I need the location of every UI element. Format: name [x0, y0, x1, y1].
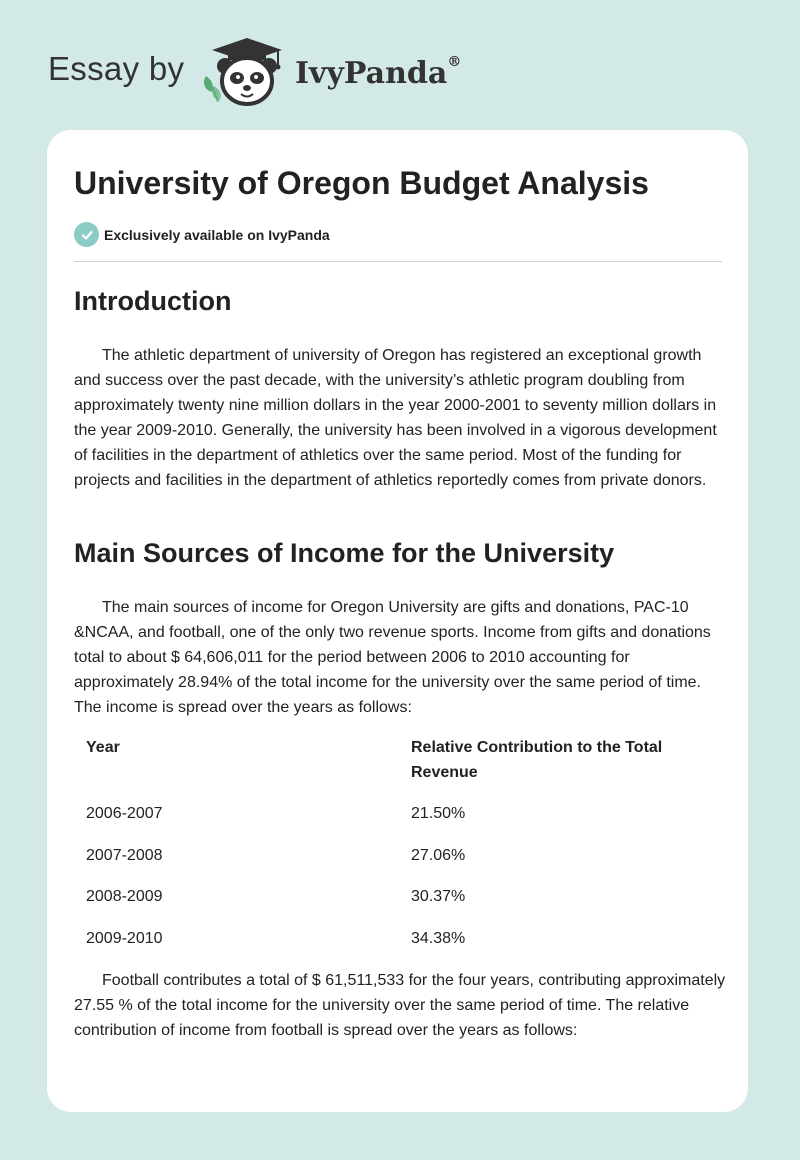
table-row — [74, 884, 726, 926]
table-row — [74, 801, 726, 843]
table-cell: 2007-2008 — [86, 846, 163, 864]
badge-text: Exclusively available on IvyPanda — [104, 226, 330, 243]
brand-prefix: Essay by — [48, 50, 185, 87]
table-cell: 2008-2009 — [86, 888, 163, 905]
paragraph: The main sources of income for Oregon University are gifts and donations, PAC-10 &NCAA, and football, one of the only two revenue sports. Income from gifts and donations total to about $ 64,606,011 for the period between 2006 to 2010 accounting for approximately 28.94% of the total income for the university over the same period of time. The income is spread over the years as follows: — [74, 599, 711, 716]
paragraph: Football contributes a total of $ 61,511,533 for the four years, contributing approximately 27.55 % of the total income for the university over the same period of time. The relative contribution of income from football is spread over the years as follows: — [74, 972, 726, 1039]
exclusive-badge — [74, 222, 330, 247]
table-cell: 21.50% — [411, 805, 466, 822]
table-cell: 34.38% — [411, 929, 466, 947]
section-heading-introduction: Introduction — [74, 286, 232, 316]
table-cell: 2006-2007 — [86, 805, 163, 822]
table-row — [74, 926, 726, 968]
table-header-cell: Relative Contribution to the Total Revenue — [411, 739, 663, 781]
brand-name[interactable]: IvyPanda® — [295, 54, 462, 91]
section-heading-income-sources: Main Sources of Income for the University — [74, 538, 615, 568]
contribution-table — [74, 735, 726, 967]
page-title: University of Oregon Budget Analysis — [74, 165, 649, 201]
table-header-cell: Year — [86, 739, 120, 756]
table-row — [74, 843, 726, 885]
checkmark-icon — [74, 222, 99, 247]
essay-card — [47, 130, 748, 1112]
table-header-row — [74, 735, 726, 801]
divider — [74, 261, 722, 262]
panda-logo-icon[interactable] — [200, 36, 294, 110]
table-cell: 30.37% — [411, 888, 466, 905]
site-header — [0, 0, 800, 125]
table-cell: 27.06% — [411, 846, 466, 864]
paragraph: The athletic department of university of Oregon has registered an exceptional growth and success over the past decade, with the university’s athletic program doubling from approximately twenty nine million dollars in the year 2000-2001 to seventy million dollars in the year 2009-2010. Generally, the university has been involved in a vigorous development of facilities in the department of athletics over the same period. Most of the funding for projects and facilities in the department of athletics reportedly comes from private donors. — [74, 347, 717, 489]
table-cell: 2009-2010 — [86, 929, 163, 947]
